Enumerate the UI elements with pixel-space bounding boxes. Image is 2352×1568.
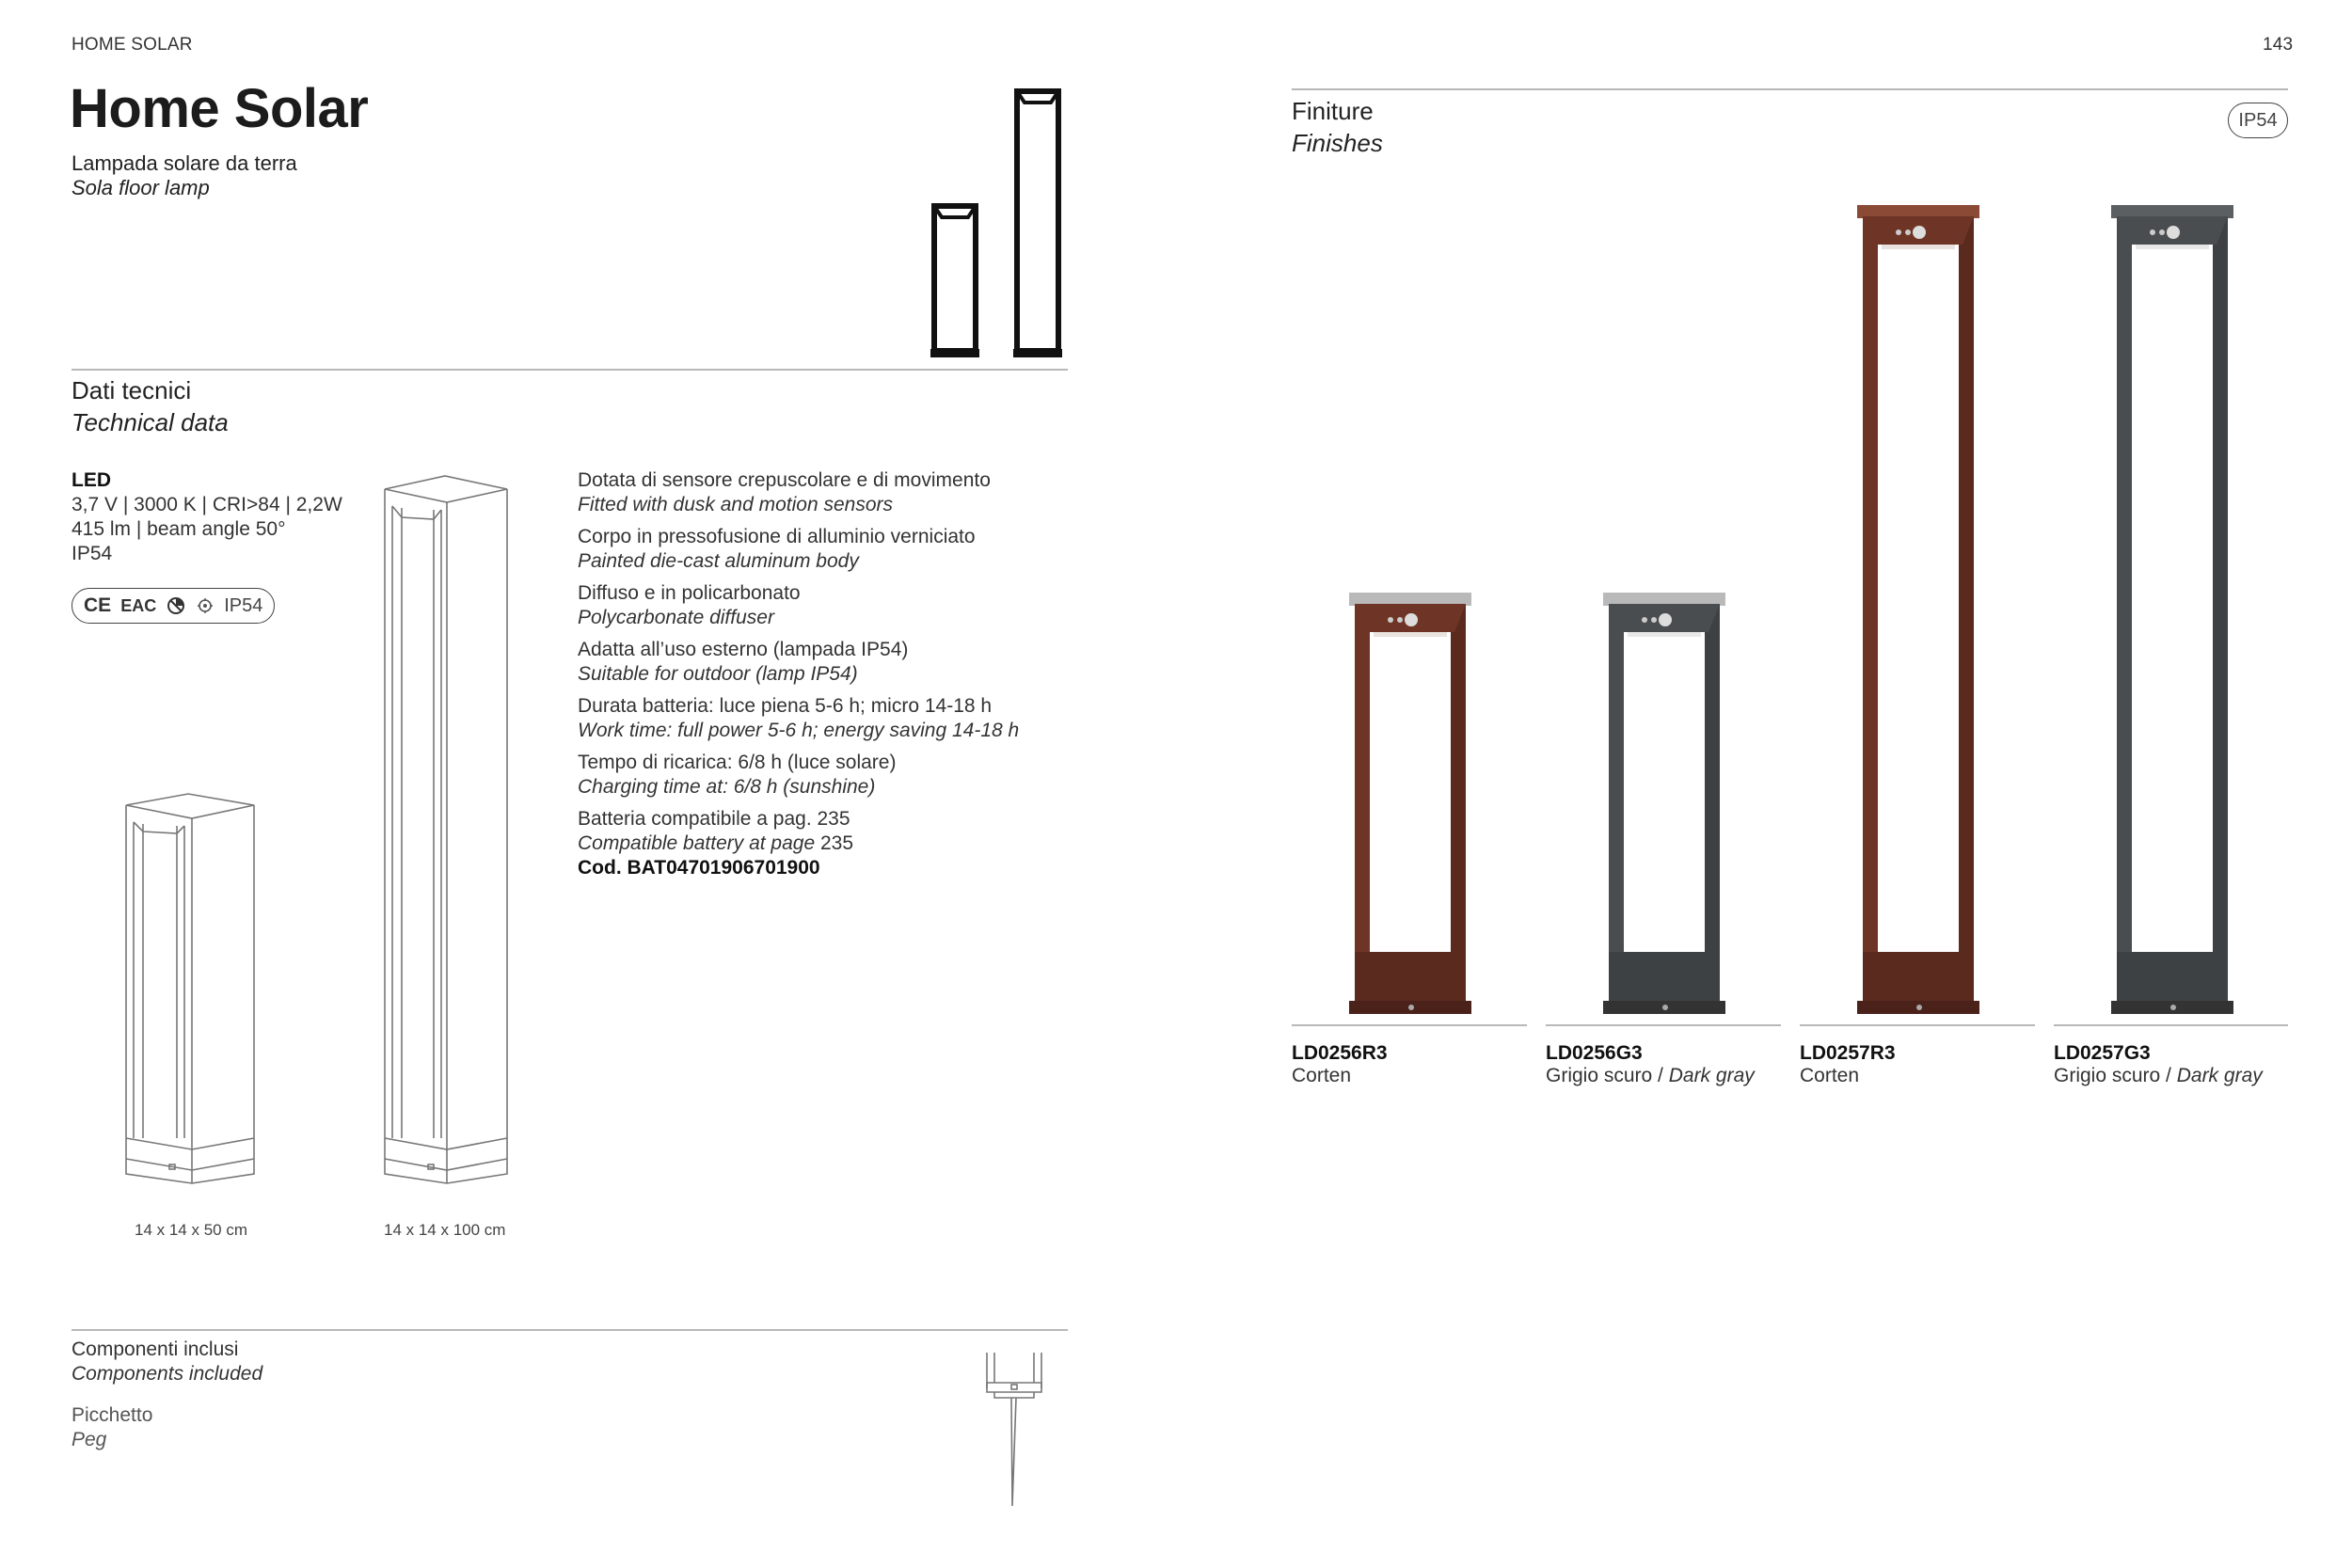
finishes-title-en: Finishes xyxy=(1292,129,1383,157)
product-finish: Grigio scuro / Dark gray xyxy=(2054,1065,2263,1086)
divider xyxy=(1546,1024,1781,1026)
light-beam-icon xyxy=(196,596,215,615)
led-spec-line: 3,7 V | 3000 K | CRI>84 | 2,2W xyxy=(72,494,342,515)
battery-it: Batteria compatibile a pag. 235 xyxy=(578,808,850,830)
feature-en: Charging time at: 6/8 h (sunshine) xyxy=(578,776,876,798)
battery-en xyxy=(578,832,1104,856)
finishes-title-it: Finiture xyxy=(1292,97,1374,125)
divider xyxy=(1292,1024,1527,1026)
components-title-it: Componenti inclusi xyxy=(72,1338,239,1360)
component-item-it: Picchetto xyxy=(72,1404,153,1426)
divider xyxy=(1292,88,2288,90)
product-image-ld0257g3 xyxy=(2107,203,2239,1016)
tech-section-title-en: Technical data xyxy=(72,408,229,436)
peg-drawing xyxy=(983,1351,1045,1506)
product-finish: Grigio scuro / Dark gray xyxy=(1546,1065,1755,1086)
ip-rating-badge: IP54 xyxy=(2228,103,2288,138)
feature-en: Polycarbonate diffuser xyxy=(578,607,774,628)
battery-code: Cod. BAT04701906701900 xyxy=(578,857,820,879)
feature-en: Suitable for outdoor (lamp IP54) xyxy=(578,663,858,685)
subtitle-en: Sola floor lamp xyxy=(72,176,210,199)
page-title: Home Solar xyxy=(70,78,369,139)
led-spec-line: 415 lm | beam angle 50° xyxy=(72,518,286,540)
product-code: LD0257R3 xyxy=(1800,1042,1896,1064)
lamp-drawing-small xyxy=(120,788,262,1188)
product-image-ld0256g3 xyxy=(1599,591,1731,1016)
product-finish: Corten xyxy=(1292,1065,1352,1086)
feature-it: Adatta all’uso esterno (lampada IP54) xyxy=(578,639,909,660)
feature-en: Painted die-cast aluminum body xyxy=(578,550,859,572)
certification-badge xyxy=(72,588,275,624)
running-head: HOME SOLAR xyxy=(72,35,193,55)
battery-page-ref: 235 xyxy=(815,832,854,854)
eac-mark: EAC xyxy=(120,595,157,615)
led-block xyxy=(72,468,342,566)
product-caption xyxy=(1546,1042,1755,1087)
led-label: LED xyxy=(72,469,111,491)
feature-item xyxy=(578,751,1104,800)
feature-en: Fitted with dusk and motion sensors xyxy=(578,494,893,515)
feature-en: Work time: full power 5-6 h; energy saving 14-18 h xyxy=(578,720,1020,741)
components-title-en: Components included xyxy=(72,1363,263,1385)
product-finish-it: Grigio scuro xyxy=(1546,1065,1653,1086)
product-finish-en: Dark gray xyxy=(2176,1065,2263,1086)
feature-list xyxy=(578,468,1104,888)
divider xyxy=(2054,1024,2288,1026)
product-image-ld0256r3 xyxy=(1345,591,1477,1016)
battery-info xyxy=(578,807,1104,880)
cert-ip-label: IP54 xyxy=(224,594,263,616)
component-item xyxy=(72,1403,152,1452)
feature-it: Tempo di ricarica: 6/8 h (luce solare) xyxy=(578,752,897,773)
product-finish: Corten xyxy=(1800,1065,1860,1086)
feature-item xyxy=(578,581,1104,630)
product-finish-en: Dark gray xyxy=(1668,1065,1755,1086)
product-caption xyxy=(1292,1042,1388,1087)
product-finish-it: Grigio scuro xyxy=(2054,1065,2161,1086)
product-code: LD0257G3 xyxy=(2054,1042,2151,1064)
dimension-large: 14 x 14 x 100 cm xyxy=(384,1221,506,1239)
dimension-small: 14 x 14 x 50 cm xyxy=(135,1221,248,1239)
led-spec-line: IP54 xyxy=(72,543,113,564)
feature-it: Dotata di sensore crepuscolare e di movimento xyxy=(578,469,991,491)
product-caption xyxy=(1800,1042,1896,1087)
feature-item xyxy=(578,638,1104,687)
divider xyxy=(72,1329,1068,1331)
lamp-fixture-icon xyxy=(166,595,186,616)
divider xyxy=(72,369,1068,371)
divider xyxy=(1800,1024,2035,1026)
subtitle-it: Lampada solare da terra xyxy=(72,151,297,175)
component-item-en: Peg xyxy=(72,1429,107,1450)
product-code: LD0256R3 xyxy=(1292,1042,1388,1064)
battery-en-text: Compatible battery at page xyxy=(578,832,816,854)
page-number: 143 xyxy=(2263,35,2294,55)
feature-it: Durata batteria: luce piena 5-6 h; micro 14-18 h xyxy=(578,695,993,717)
feature-it: Corpo in pressofusione di alluminio verniciato xyxy=(578,526,976,547)
ce-mark: CE xyxy=(84,594,112,616)
product-family-icon xyxy=(927,87,1068,360)
feature-item xyxy=(578,694,1104,743)
product-image-ld0257r3 xyxy=(1853,203,1985,1016)
feature-item xyxy=(578,468,1104,517)
feature-it: Diffuso e in policarbonato xyxy=(578,582,801,604)
components-section xyxy=(72,1338,262,1386)
product-caption xyxy=(2054,1042,2263,1087)
product-code: LD0256G3 xyxy=(1546,1042,1643,1064)
tech-section-title-it: Dati tecnici xyxy=(72,376,192,404)
lamp-drawing-large xyxy=(381,470,513,1188)
feature-item xyxy=(578,525,1104,574)
